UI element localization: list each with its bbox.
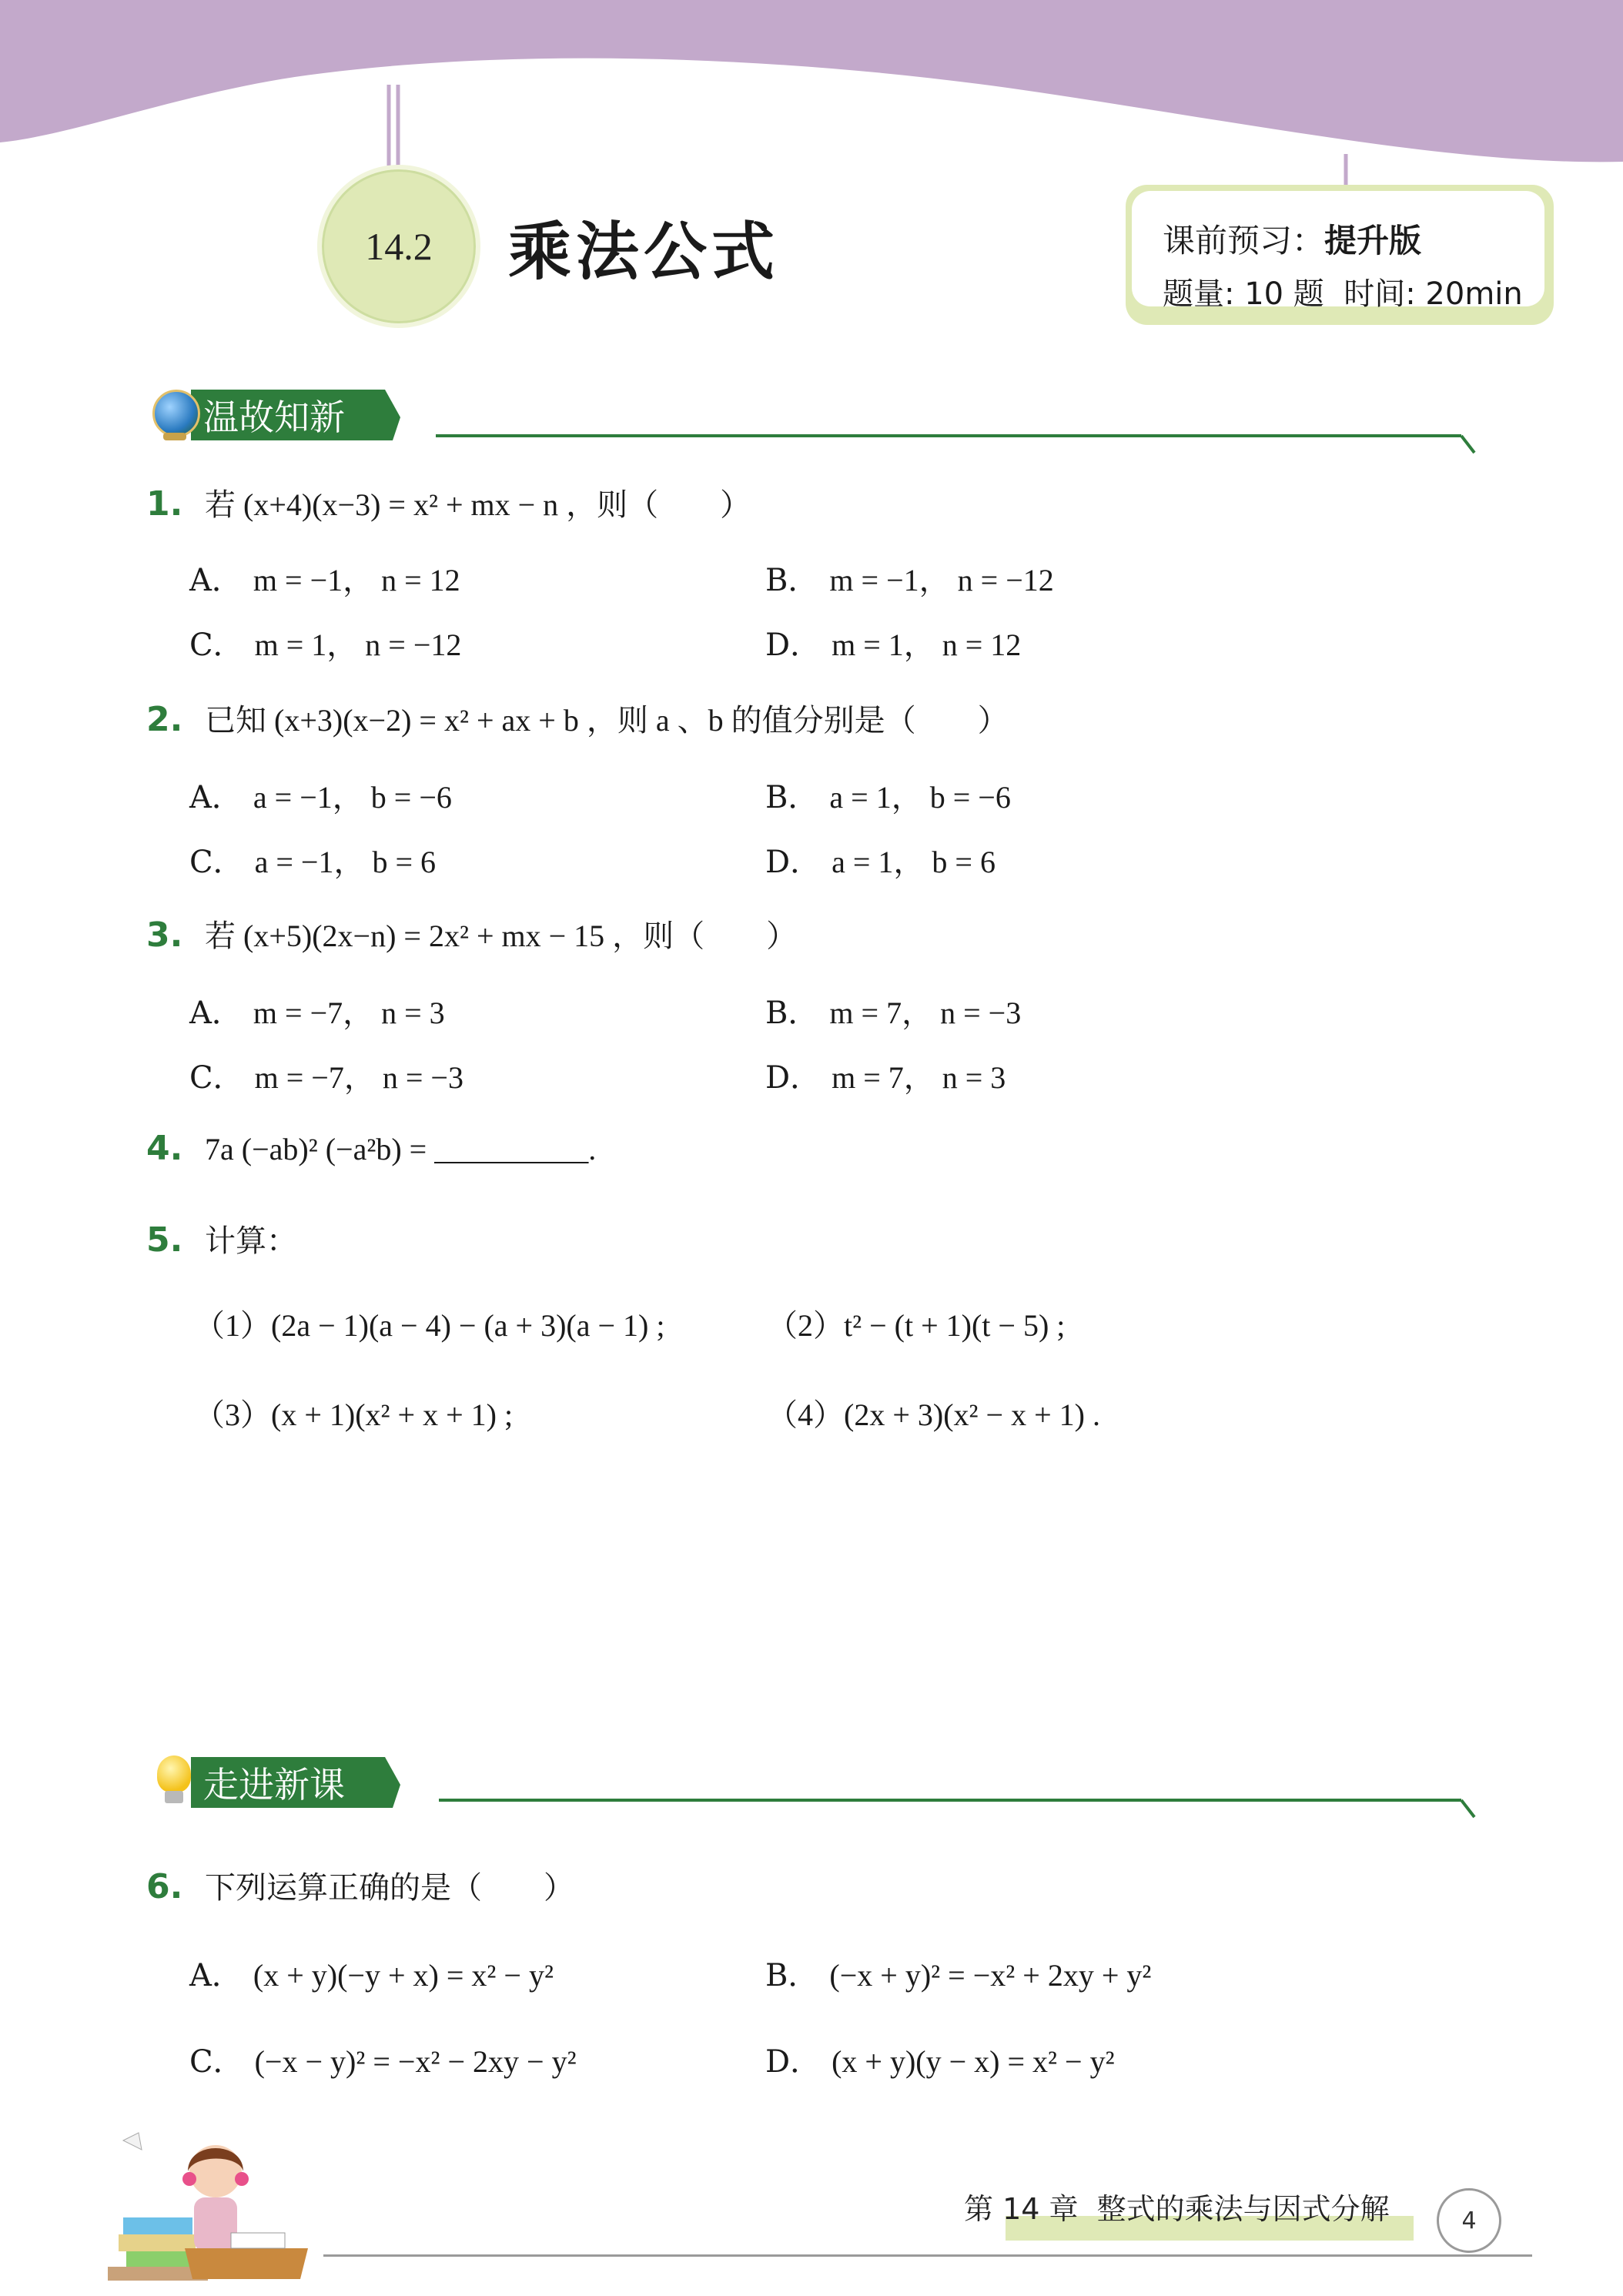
page-number-badge (1437, 2188, 1501, 2253)
section-header-new-lesson (146, 1752, 1478, 1822)
section-header-review (146, 385, 1478, 454)
section-title-new-lesson: 走进新课 (203, 1764, 345, 1806)
section-title-review: 温故知新 (203, 397, 345, 438)
meta-line: 题量: 10 题 时间: 20min (1163, 276, 1523, 312)
option-c: C． (−x − y)² = −x² − 2xy − y² (189, 2044, 577, 2080)
page-number: 4 (1461, 2207, 1477, 2234)
option-d: D． m = 1， n = 12 (765, 628, 1022, 663)
question-number: 6. (146, 1867, 183, 1906)
question-5 (146, 1217, 297, 1260)
option-a: A． a = −1， b = −6 (189, 780, 452, 815)
preview-label: 课前预习： (1163, 222, 1325, 259)
question-number: 5. (146, 1220, 183, 1260)
question-text: 计算： (205, 1223, 297, 1258)
option-d: D． (x + y)(y − x) = x² − y² (765, 2044, 1115, 2080)
question-2 (146, 696, 1009, 740)
subquestion-1: （1）(2a − 1)(a − 4) − (a + 3)(a − 1) ; (194, 1308, 665, 1343)
question-number: 2. (146, 700, 183, 739)
question-text: 下列运算正确的是（ ） (205, 1870, 574, 1905)
option-a: A． m = −1， n = 12 (189, 563, 460, 598)
question-text: 已知 (x+3)(x−2) = x² + ax + b ，则 a 、b 的值分别是（ ） (205, 703, 1009, 738)
question-number: 4. (146, 1129, 183, 1168)
lightbulb-icon (157, 1755, 191, 1792)
option-a: A． m = −7， n = 3 (189, 996, 445, 1031)
option-d: D． a = 1， b = 6 (765, 845, 996, 880)
preview-label-row (1163, 216, 1421, 262)
question-6 (146, 1863, 574, 1907)
question-number: 3. (146, 915, 183, 955)
option-a: A． (x + y)(−y + x) = x² − y² (189, 1958, 554, 1993)
question-number: 1. (146, 484, 183, 524)
subquestion-4: （4）(2x + 3)(x² − x + 1) . (767, 1397, 1100, 1432)
student-illustration (108, 2117, 323, 2294)
option-b: B． a = 1， b = −6 (765, 780, 1011, 815)
subquestion-2: （2）t² − (t + 1)(t − 5) ; (767, 1308, 1066, 1343)
page-title: 乘法公式 (508, 216, 780, 289)
option-b: B． m = 7， n = −3 (765, 996, 1022, 1031)
preview-info-box (1126, 185, 1554, 325)
footer-rule (323, 2254, 1532, 2257)
option-b: B． (−x + y)² = −x² + 2xy + y² (765, 1958, 1152, 1993)
section-number: 14.2 (365, 225, 433, 268)
option-c: C． m = −7， n = −3 (189, 1060, 463, 1096)
preview-level: 提升版 (1324, 222, 1422, 259)
section-number-badge (317, 165, 480, 328)
subquestion-3: （3）(x + 1)(x² + x + 1) ; (194, 1397, 514, 1432)
question-4 (146, 1129, 596, 1168)
question-1 (146, 480, 751, 524)
option-b: B． m = −1， n = −12 (765, 563, 1054, 598)
footer-chapter: 第 14 章 整式的乘法与因式分解 (964, 2192, 1390, 2226)
header-banner (0, 0, 1623, 216)
globe-icon (152, 390, 200, 437)
option-c: C． a = −1， b = 6 (189, 845, 437, 880)
question-3 (146, 912, 797, 956)
question-text: 若 (x+4)(x−3) = x² + mx − n ，则（ ） (205, 487, 751, 522)
option-c: C． m = 1， n = −12 (189, 628, 462, 663)
question-text: 若 (x+5)(2x−n) = 2x² + mx − 15 ，则（ ） (205, 919, 798, 953)
option-d: D． m = 7， n = 3 (765, 1060, 1006, 1096)
question-text: 7a (−ab)² (−a²b) = __________. (205, 1132, 597, 1166)
